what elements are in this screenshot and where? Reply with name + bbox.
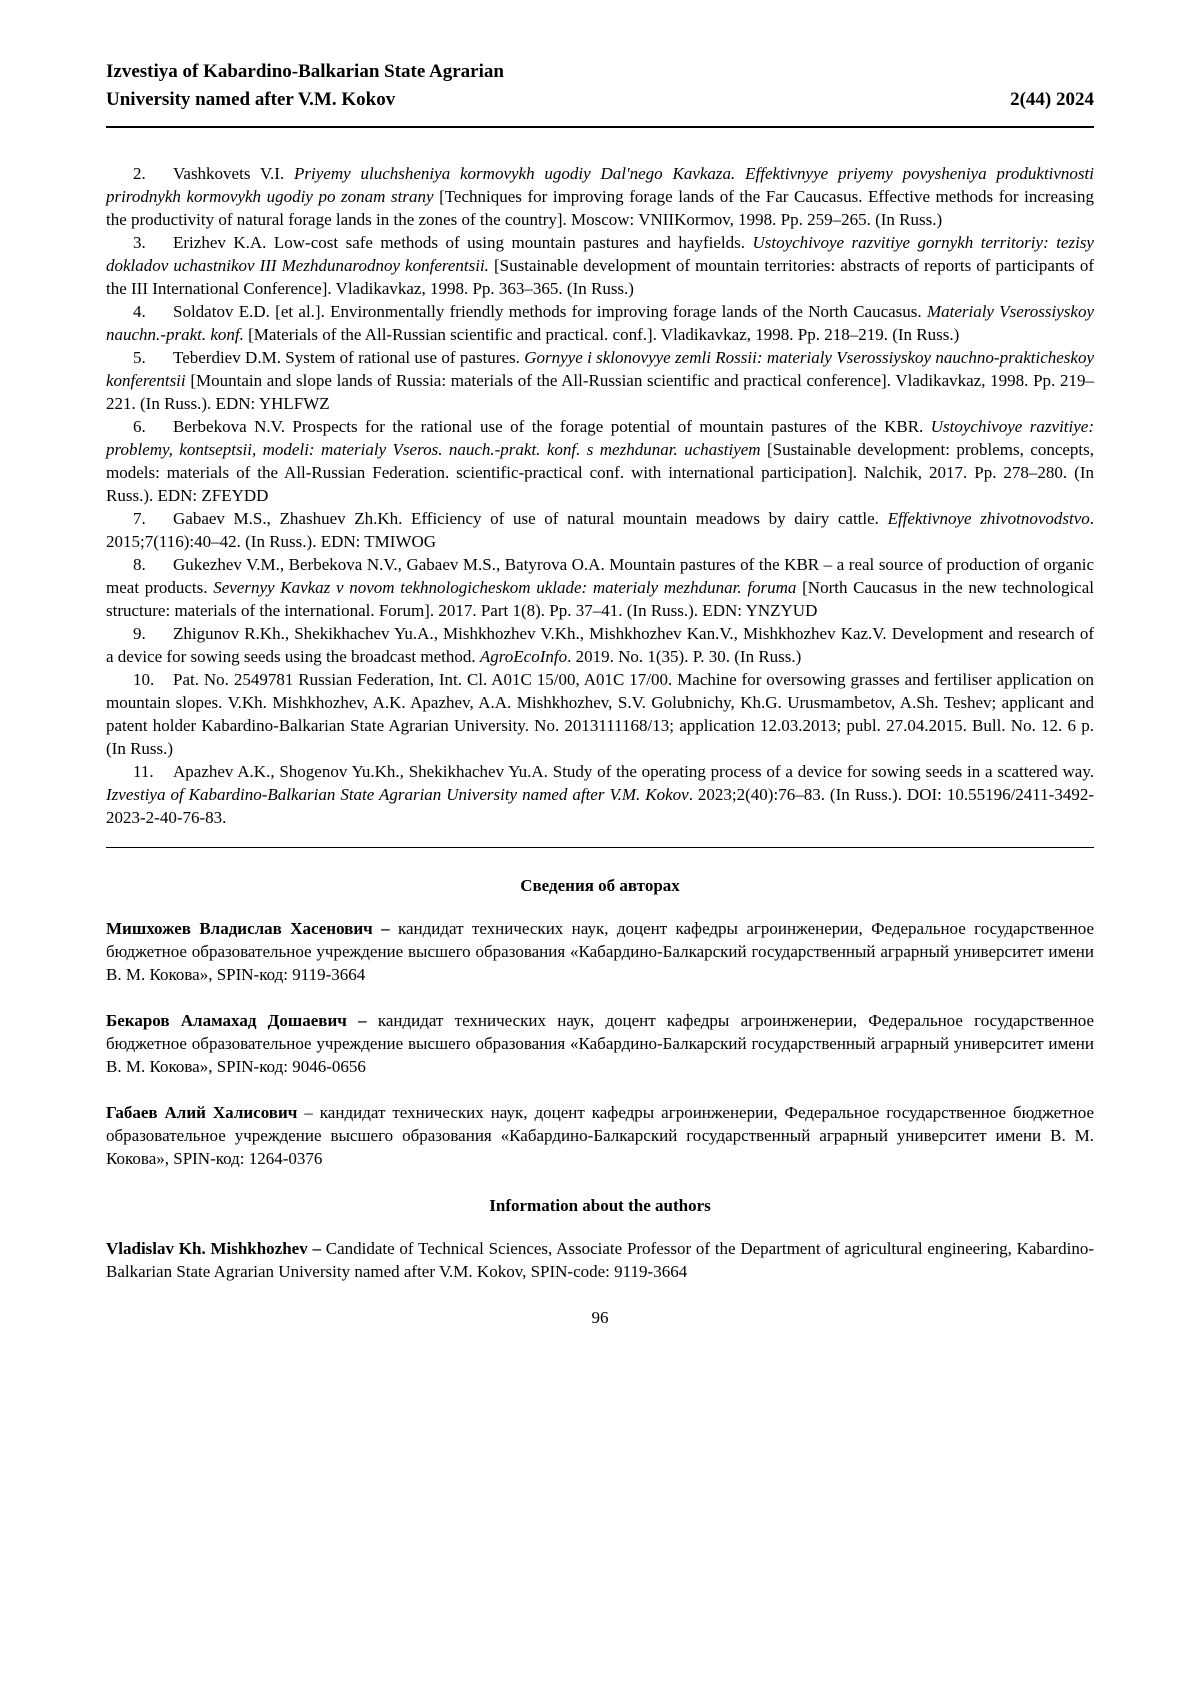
reference-title-italic: Izvestiya of Kabardino-Balkarian State Agrarian University named after V.M. Kokov [106,785,689,804]
author-entry [106,1009,1094,1078]
reference-number: 2. [133,164,146,183]
authors-ru-heading: Сведения об авторах [520,876,680,895]
references-list [106,162,1094,829]
reference-item [106,162,1094,231]
reference-text: Berbekova N.V. Prospects for the rational use of the forage potential of mountain pastures of the KBR. [173,417,931,436]
authors-ru-section [106,917,1094,1170]
reference-item [106,346,1094,415]
reference-title-italic: Gornyye i sklonovyye zemli Rossii: materialy Vserossiyskoy nauchno-prakticheskoy konferentsii [106,348,1094,390]
reference-text: [Sustainable development: problems, concepts, models: materials of the All-Russian Federation. scientific-practical conf. with international participation]. Nalchik, 2017. Pp. 278–280. (In Russ.). EDN: ZFEYDD [106,440,1095,505]
reference-number: 11. [133,762,154,781]
page-number: 96 [591,1308,609,1327]
reference-item [106,231,1094,300]
author-entry [106,1237,1094,1283]
author-description: – кандидат технических наук, доцент кафедры агроинженерии, Федеральное государственное бюджетное образовательное учреждение высшего образования «Кабардино-Балкарский государственный аграрный университет имени В. М. Кокова», SPIN-код: 1264-0376 [106,1103,1094,1168]
reference-text: [Materials of the All-Russian scientific and practical. conf.]. Vladikavkaz, 1998. Pp. 218–219. (In Russ.) [248,325,960,344]
reference-number: 9. [133,624,146,643]
reference-item [106,668,1094,760]
reference-text: [Mountain and slope lands of Russia: materials of the All-Russian scientific and practical conference]. Vladikavkaz, 1998. Pp. 219–221. (In Russ.). EDN: YHLFWZ [106,371,1094,413]
authors-en-section [106,1237,1094,1283]
issue-number: 2(44) 2024 [1010,89,1094,110]
journal-title-line2: University named after V.M. Kokov [106,89,396,110]
reference-text: [Techniques for improving forage lands of the Far Caucasus. Effective methods for increasing the productivity of natural forage lands in the zones of the country]. Moscow: VNIIKormov, 1998. Pp. 259–265. (In Russ.) [106,187,1094,229]
reference-text: Gukezhev V.M., Berbekova N.V., Gabaev M.S., Batyrova O.A. Mountain pastures of the KBR – a real source of production of organic meat products. [106,555,1094,597]
reference-number: 7. [133,509,146,528]
reference-text: [Sustainable development of mountain territories: abstracts of reports of participants of the III International Conference]. Vladikavkaz, 1998. Pp. 363–365. (In Russ.) [106,256,1094,298]
reference-text: Apazhev A.K., Shogenov Yu.Kh., Shekikhachev Yu.A. Study of the operating process of a device for sowing seeds in a scattered way. [173,762,1094,781]
reference-number: 10. [133,670,155,689]
author-name: Габаев Алий Халисович [106,1103,298,1122]
author-name: Vladislav Kh. Mishkhozhev – [106,1239,321,1258]
reference-text: Teberdiev D.M. System of rational use of pastures. [173,348,525,367]
journal-title-line1: Izvestiya of Kabardino-Balkarian State Agrarian [106,61,504,82]
author-description: Candidate of Technical Sciences, Associate Professor of the Department of agricultural engineering, Kabardino-Balkarian State Agrarian University named after V.M. Kokov, SPIN-code: 9119-3664 [106,1239,1094,1281]
reference-title-italic: Ustoychivoye razvitiye gornykh territoriy: tezisy dokladov uchastnikov III Mezhdunarodnoy konferentsii. [106,233,1094,275]
authors-en-heading: Information about the authors [489,1196,711,1215]
reference-text: . 2023;2(40):76–83. (In Russ.). DOI: 10.55196/2411-3492-2023-2-40-76-83. [106,785,1094,827]
reference-title-italic: AgroEcoInfo [479,647,568,666]
reference-number: 5. [133,348,146,367]
author-entry [106,917,1094,986]
author-name: Мишхожев Владислав Хасенович – [106,919,390,938]
author-description: кандидат технических наук, доцент кафедры агроинженерии, Федеральное государственное бюджетное образовательное учреждение высшего образования «Кабардино-Балкарский государственный аграрный университет имени В. М. Кокова», SPIN-код: 9046-0656 [106,1011,1094,1076]
author-name: Бекаров Аламахад Дошаевич – [106,1011,367,1030]
reference-number: 6. [133,417,146,436]
author-entry [106,1101,1094,1170]
reference-title-italic: Materialy Vserossiyskoy nauchn.-prakt. konf. [106,302,1094,344]
reference-text: . 2019. No. 1(35). P. 30. (In Russ.) [567,647,802,666]
reference-title-italic: Priyemy uluchsheniya kormovykh ugodiy Dal'nego Kavkaza. Effektivnyye priyemy povysheniya produktivnosti prirodnykh kormovykh ugodiy po zonam strany [106,164,1094,206]
reference-item [106,760,1094,829]
reference-number: 4. [133,302,146,321]
reference-item [106,553,1094,622]
section-divider [106,847,1094,848]
reference-text: [North Caucasus in the new technological structure: materials of the international. Forum]. 2017. Part 1(8). Pp. 37–41. (In Russ.). EDN: YNZYUD [106,578,1094,620]
reference-item [106,300,1094,346]
reference-text: Vashkovets V.I. [173,164,295,183]
journal-title [106,58,504,114]
reference-text: Zhigunov R.Kh., Shekikhachev Yu.A., Mishkhozhev V.Kh., Mishkhozhev Kan.V., Mishkhozhev Kaz.V. Development and research of a device for sowing seeds using the broadcast method. [106,624,1094,666]
reference-item [106,622,1094,668]
reference-number: 3. [133,233,146,252]
reference-item [106,507,1094,553]
reference-text: Erizhev K.A. Low-cost safe methods of using mountain pastures and hayfields. [173,233,753,252]
reference-number: 8. [133,555,146,574]
reference-text: Gabaev M.S., Zhashuev Zh.Kh. Efficiency of use of natural mountain meadows by dairy cattle. [173,509,888,528]
author-description: кандидат технических наук, доцент кафедры агроинженерии, Федеральное государственное бюджетное образовательное учреждение высшего образования «Кабардино-Балкарский государственный аграрный университет имени В. М. Кокова», SPIN-код: 9119-3664 [106,919,1094,984]
page-header [106,58,1094,128]
reference-title-italic: Ustoychivoye razvitiye: problemy, kontseptsii, modeli: materialy Vseros. nauch.-prakt. konf. s mezhdunar. uchastiyem [106,417,1094,459]
reference-text: Pat. No. 2549781 Russian Federation, Int. Cl. A01C 15/00, A01C 17/00. Machine for oversowing grasses and fertiliser application on mountain slopes. V.Kh. Mishkhozhev, A.K. Apazhev, A.A. Mishkhozhev, S.V. Golubnichy, Kh.G. Urusmambetov, A.Sh. Teshev; applicant and patent holder Kabardino-Balkarian State Agrarian University. No. 2013111168/13; application 12.03.2013; publ. 27.04.2015. Bull. No. 12. 6 p. (In Russ.) [106,670,1094,758]
reference-item [106,415,1094,507]
reference-title-italic: Effektivnoye zhivotnovodstvo [887,509,1090,528]
reference-text: . 2015;7(116):40–42. (In Russ.). EDN: TMIWOG [106,509,1094,551]
reference-title-italic: Severnyy Kavkaz v novom tekhnologicheskom uklade: materialy mezhdunar. foruma [213,578,803,597]
reference-text: Soldatov E.D. [et al.]. Environmentally friendly methods for improving forage lands of the North Caucasus. [173,302,927,321]
